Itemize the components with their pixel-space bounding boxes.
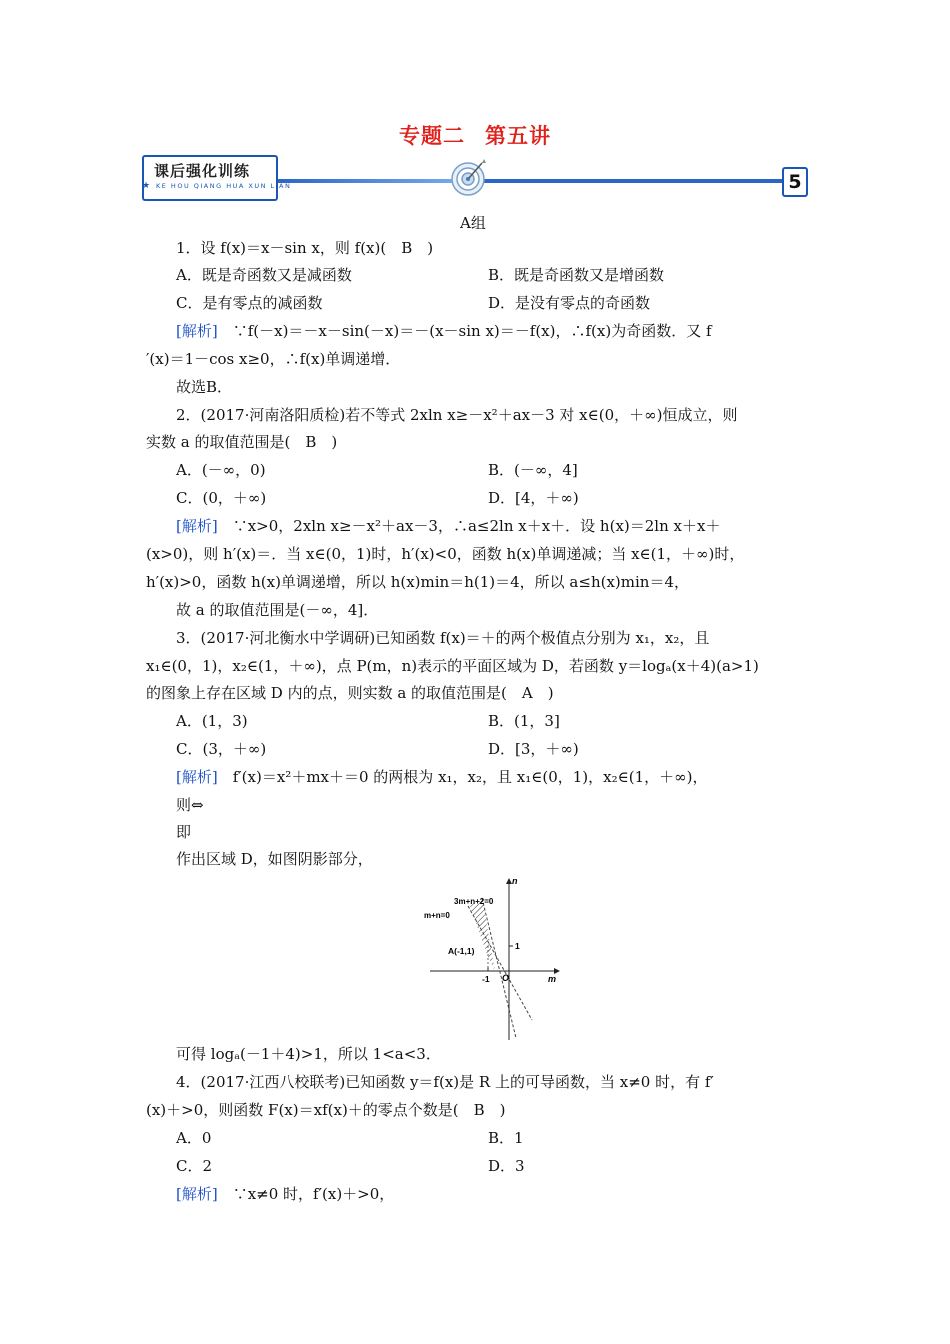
tick-label-neg1: -1	[482, 974, 490, 984]
target-icon	[448, 157, 488, 197]
q4-option-d: D．3	[488, 1157, 525, 1175]
axis-m-label: m	[548, 974, 557, 984]
q2-explanation-text: ∵x>0，2xln x≥－x²＋ax－3，∴a≤2ln x＋x＋．设 h(x)＝2ln x＋x＋	[217, 517, 721, 535]
q1-explanation-tag: [解析]	[176, 322, 218, 340]
title-topic: 专题二	[399, 124, 465, 148]
label-line-3m-n-2: 3m+n+2=0	[454, 897, 494, 906]
lesson-number-badge: 5	[782, 167, 808, 197]
question-2-line1: 2．(2017·河南洛阳质检)若不等式 2xln x≥－x²＋ax－3 对 x∈(0，＋∞)恒成立，则	[176, 406, 738, 424]
group-label: A组	[460, 214, 486, 232]
banner-label: 课后强化训练	[154, 162, 251, 180]
q1-explanation-text: ∵f(－x)＝－x－sin(－x)＝－(x－sin x)＝－f(x)，∴f(x)为奇函数．又 f	[217, 322, 712, 340]
line-3m-n-2	[482, 898, 516, 1038]
q1-option-d: D．是没有零点的奇函数	[488, 294, 651, 312]
q3-explanation-line1	[176, 768, 707, 786]
q2-option-c: C．(0，＋∞)	[176, 489, 267, 507]
tick-label-1: 1	[515, 941, 520, 951]
q1-explanation-line2: ′(x)＝1－cos x≥0，∴f(x)单调递增．	[146, 350, 401, 368]
q1-option-a: A．既是奇函数又是减函数	[176, 266, 352, 284]
q1-answer-line: 故选B．	[176, 378, 233, 396]
q2-explanation-line1	[176, 517, 720, 535]
q4-explanation-line1	[176, 1185, 394, 1203]
q3-option-c: C．(3，＋∞)	[176, 740, 267, 758]
banner-pinyin: KE HOU QIANG HUA XUN LIAN	[156, 182, 292, 190]
question-4-line2: (x)＋>0，则函数 F(x)＝xf(x)＋的零点个数是( B )	[146, 1101, 506, 1119]
question-4-line1: 4．(2017·江西八校联考)已知函数 y＝f(x)是 R 上的可导函数，当 x≠0 时，有 f′	[176, 1073, 714, 1091]
question-1: 1．设 f(x)＝x－sin x，则 f(x)( B )	[176, 239, 434, 257]
page-title	[0, 120, 950, 150]
q2-explanation-tag: [解析]	[176, 517, 218, 535]
q4-explanation-text: ∵x≠0 时，f′(x)＋>0，	[217, 1185, 395, 1203]
q3-explanation-line3: 即	[176, 823, 192, 841]
q3-conclusion: 可得 logₐ(－1＋4)>1，所以 1<a<3．	[176, 1045, 441, 1063]
q3-explanation-line4: 作出区域 D，如图阴影部分，	[176, 850, 373, 868]
axis-n-label: n	[512, 876, 518, 886]
origin-label: O	[502, 973, 510, 983]
banner-line-gradient	[276, 179, 476, 183]
q1-option-b: B．既是奇函数又是增函数	[488, 266, 665, 284]
q2-option-a: A．(－∞，0)	[176, 461, 266, 479]
q3-explanation-text: f′(x)＝x²＋mx＋＝0 的两根为 x₁，x₂，且 x₁∈(0，1)，x₂∈(1，＋∞)，	[217, 768, 708, 786]
q3-option-a: A．(1，3)	[176, 712, 248, 730]
q3-explanation-tag: [解析]	[176, 768, 218, 786]
title-lecture: 第五讲	[485, 124, 551, 148]
q2-explanation-line3: h′(x)>0，函数 h(x)单调递增，所以 h(x)min＝h(1)＝4，所以 a≤h(x)min＝4，	[146, 573, 689, 591]
q4-option-a: A．0	[176, 1129, 212, 1147]
q3-option-b: B．(1，3]	[488, 712, 560, 730]
q1-option-c: C．是有零点的减函数	[176, 294, 323, 312]
q2-option-b: B．(－∞，4]	[488, 461, 578, 479]
q2-explanation-line2: (x>0)，则 h′(x)＝．当 x∈(0，1)时，h′(x)<0，函数 h(x)单调递减；当 x∈(1，＋∞)时，	[146, 545, 745, 563]
question-3-line3: 的图象上存在区域 D 内的点，则实数 a 的取值范围是( A )	[146, 684, 554, 702]
q4-option-c: C．2	[176, 1157, 213, 1175]
label-line-m-plus-n: m+n=0	[424, 911, 450, 920]
q2-explanation-line4: 故 a 的取值范围是(－∞，4]．	[176, 601, 379, 619]
label-point-a: A(-1,1)	[448, 946, 475, 956]
q1-explanation-line1	[176, 322, 712, 340]
question-2-line2: 实数 a 的取值范围是( B )	[146, 433, 338, 451]
region-d-figure	[420, 872, 560, 1042]
question-3-line2: x₁∈(0，1)，x₂∈(1，＋∞)，点 P(m，n)表示的平面区域为 D，若函数 y＝logₐ(x＋4)(a>1)	[146, 657, 759, 675]
star-icon: ★	[142, 181, 151, 191]
q3-explanation-line2: 则⇔	[176, 796, 204, 814]
question-3-line1: 3．(2017·河北衡水中学调研)已知函数 f(x)＝＋的两个极值点分别为 x₁，x₂，且	[176, 629, 710, 647]
q4-explanation-tag: [解析]	[176, 1185, 218, 1203]
q4-option-b: B．1	[488, 1129, 524, 1147]
banner-label-box	[142, 155, 292, 201]
section-banner	[142, 155, 810, 203]
q3-option-d: D．[3，＋∞)	[488, 740, 579, 758]
q2-option-d: D．[4，＋∞)	[488, 489, 579, 507]
